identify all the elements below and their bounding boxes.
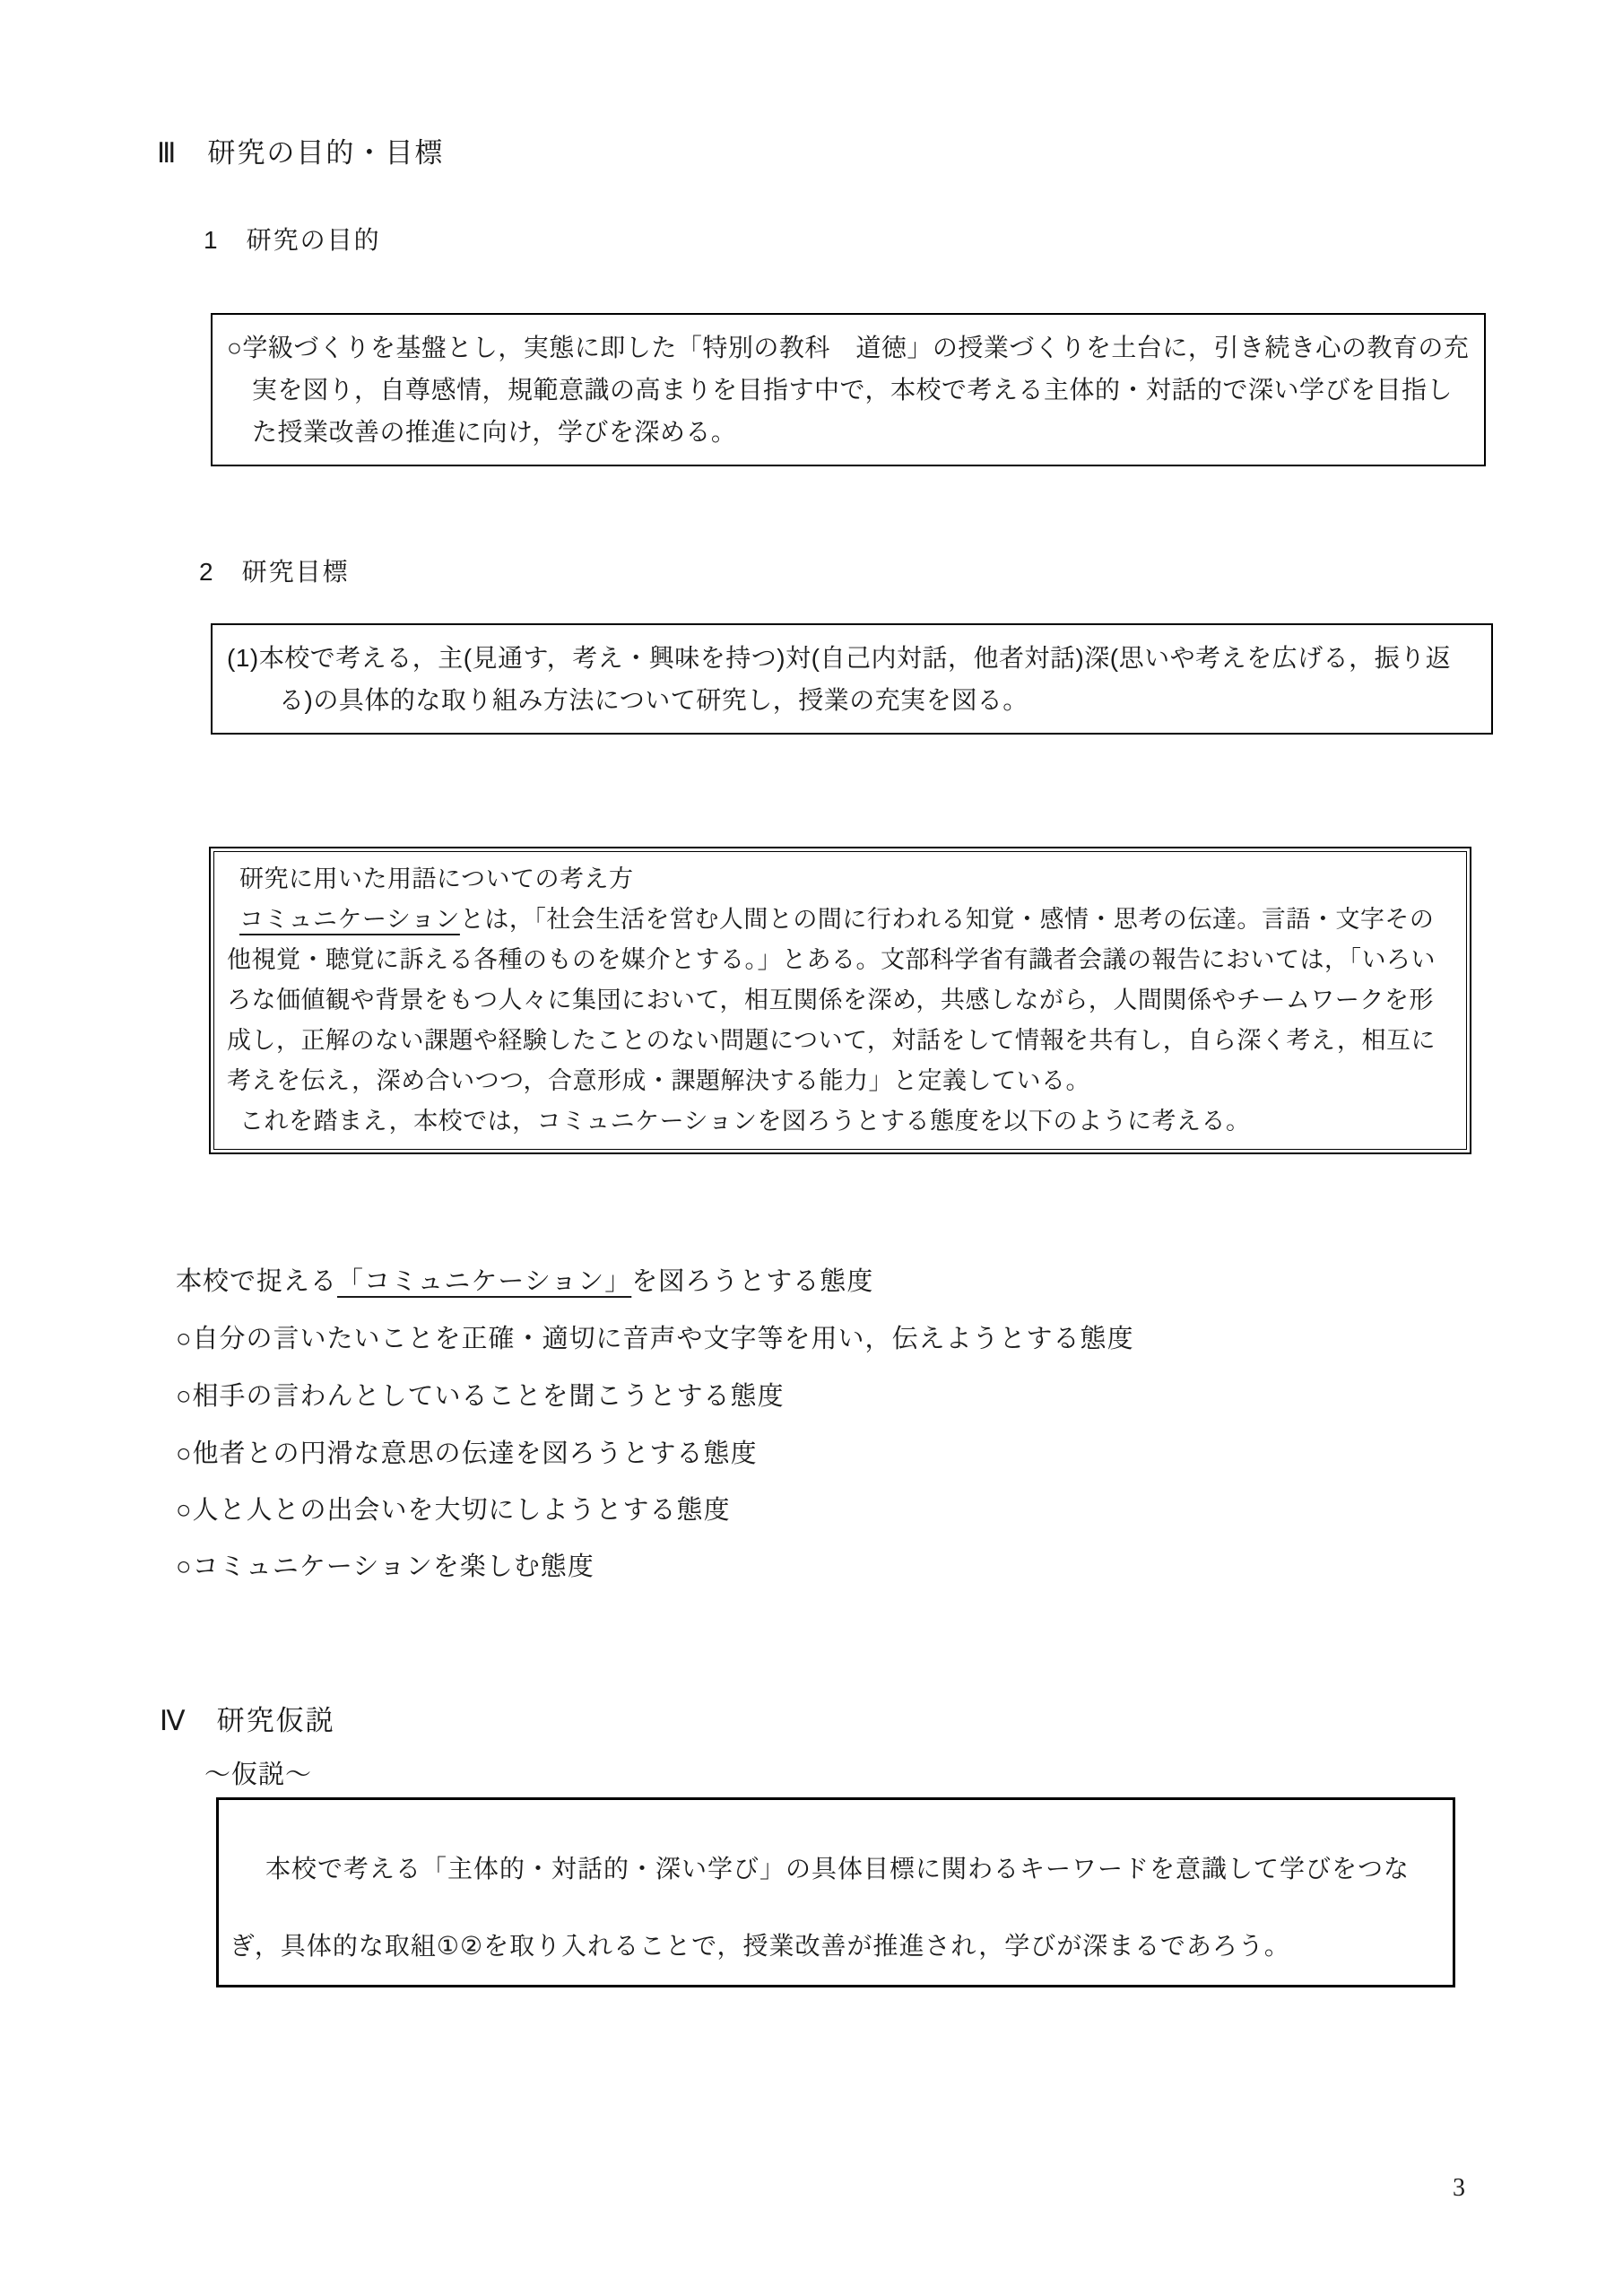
attitude-item: ○自分の言いたいことを正確・適切に音声や文字等を用い，伝えようとする態度 [176, 1325, 1134, 1353]
attitude-item: ○相手の言わんとしていることを聞こうとする態度 [176, 1382, 785, 1411]
terms-underlined-word: コミュニケーション [239, 906, 460, 933]
research-goal-box [211, 623, 1493, 735]
section-4-heading: Ⅳ 研究仮説 [160, 1705, 335, 1736]
subsection-1-heading: 1 研究の目的 [204, 226, 381, 254]
attitude-item: ○他者との円滑な意思の伝達を図ろうとする態度 [176, 1439, 758, 1468]
hypothesis-line-2: ぎ，具体的な取組①②を取り入れることで，授業改善が推進され，学びが深まるであろう。 [230, 1932, 1290, 1960]
research-goal-text: (1)本校で考える，主(見通す，考え・興味を持つ)対(自己内対話，他者対話)深(思いや考えを広げる，振り返る)の具体的な取り組み方法について研究し，授業の充実を図る。 [227, 644, 1452, 714]
attitude-item: ○人と人との出会いを大切にしようとする態度 [176, 1496, 731, 1525]
section-3-heading: Ⅲ 研究の目的・目標 [157, 137, 445, 169]
hypothesis-subheading: 〜仮説〜 [204, 1761, 313, 1789]
terms-definition-box [209, 847, 1471, 1154]
research-purpose-text: ○学級づくりを基盤とし，実態に即した「特別の教科 道徳」の授業づくりを土台に，引き続き心の教育の充実を図り，自尊感情，規範意識の高まりを目指す中で，本校で考える主体的・対話的で深い学びを目指した授業改善の推進に向け，学びを深める。 [227, 334, 1470, 446]
attitude-item: ○コミュニケーションを楽しむ態度 [176, 1552, 595, 1581]
hypothesis-line-1: 本校で考える「主体的・対話的・深い学び」の具体目標に関わるキーワードを意識して学びをつな [265, 1855, 1410, 1883]
terms-box-title: 研究に用いた用語についての考え方 [239, 865, 634, 892]
attitudes-heading [176, 1261, 873, 1298]
hypothesis-box [216, 1797, 1455, 1987]
research-purpose-box [211, 313, 1486, 466]
terms-definition-body: とは，「社会生活を営む人間との間に行われる知覚・感情・思考の伝達。言語・文字その他視覚・聴覚に訴える各種のものを媒介とする。」とある。文部科学省有識者会議の報告においては，「いろいろな価値観や背景をもつ人々に集団において，相互関係を深め，共感しながら，人間関係やチームワークを形成し，正解のない課題や経験したことのない問題について，対話をして情報を共有し，自ら深く考え，相互に考えを伝え，深め合いつつ，合意形成・課題解決する能力」と定義している。 [227, 906, 1436, 1094]
subsection-2-heading: 2 研究目標 [199, 558, 350, 586]
page-number: 3 [1453, 2174, 1465, 2202]
attitudes-heading-prefix: 本校で捉える [176, 1267, 338, 1296]
terms-closing-text: これを踏まえ，本校では，コミュニケーションを図ろうとする態度を以下のように考える。 [239, 1108, 1251, 1135]
attitudes-heading-suffix: を図ろうとする態度 [631, 1267, 874, 1296]
attitudes-heading-underlined: 「コミュニケーション」 [337, 1267, 632, 1296]
